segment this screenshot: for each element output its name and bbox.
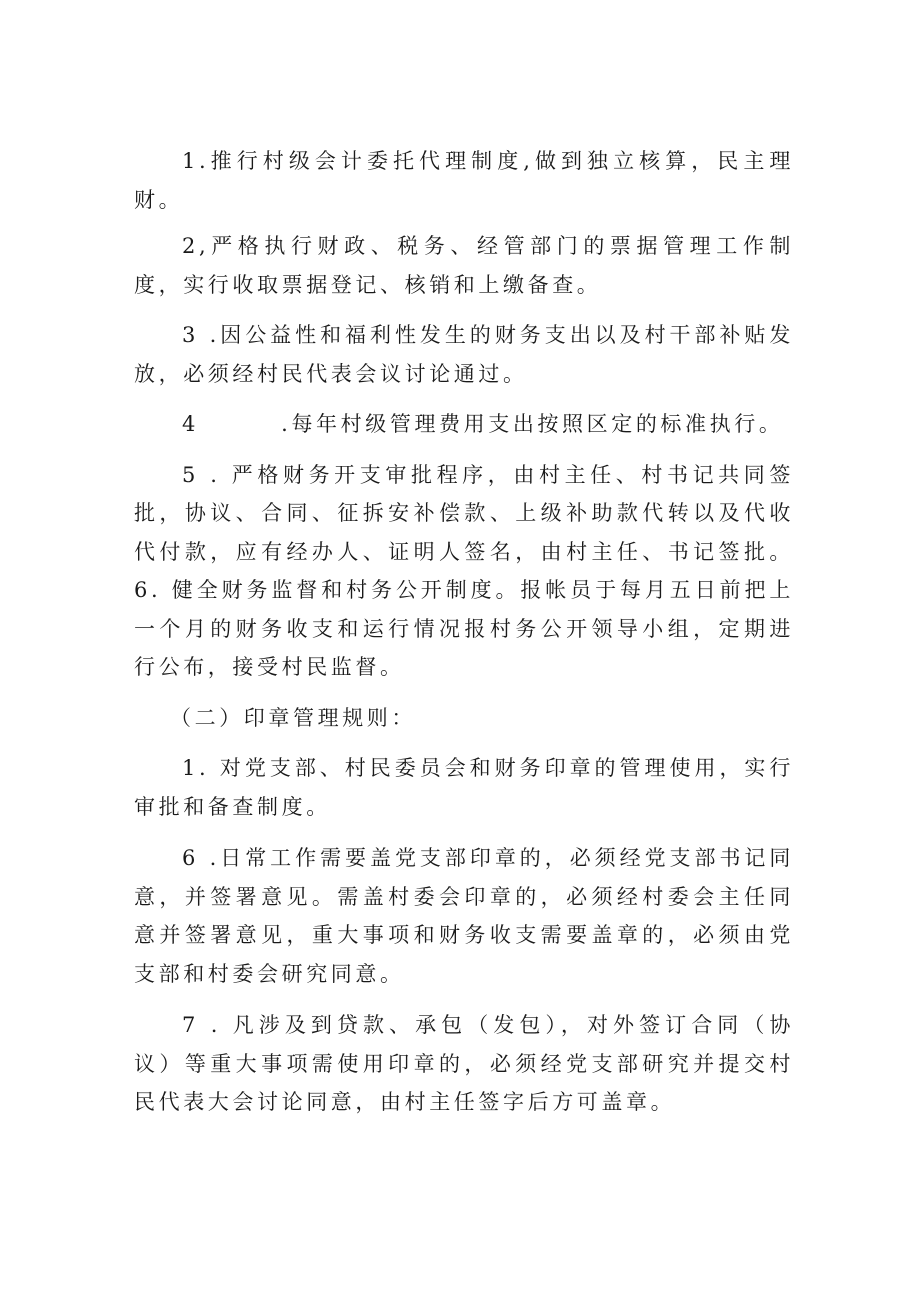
section-heading-seal-rules: （二）印章管理规则：: [170, 705, 416, 730]
paragraph-finance-rule-2: 2,严格执行财政、税务、经管部门的票据管理工作制度，实行收取票据登记、核销和上缴备查。: [134, 234, 794, 297]
paragraph-seal-rule-1: 1. 对党支部、村民委员会和财务印章的管理使用，实行审批和备查制度。: [134, 756, 794, 819]
paragraph-finance-rule-5: 5 . 严格财务开支审批程序，由村主任、村书记共同签批，协议、合同、征拆安补偿款、上级补助款代转以及代收代付款，应有经办人、证明人签名，由村主任、书记签批。6. 健全财务监督和村务公开制度。报帐员于每月五日前把上一个月的财务收支和运行情况报村务公开领导小组，定期进行公布，接受村民监督。: [134, 462, 794, 679]
document-body: [134, 142, 794, 1122]
paragraph-finance-rule-3: 3 .因公益性和福利性发生的财务支出以及村干部补贴发放，必须经村民代表会议讨论通过。: [134, 323, 794, 386]
paragraph-finance-rule-1: 1.推行村级会计委托代理制度,做到独立核算，民主理财。: [134, 149, 794, 212]
paragraph-finance-rule-4: 4 .每年村级管理费用支出按照区定的标准执行。: [182, 412, 784, 436]
paragraph-seal-rule-6: 6 .日常工作需要盖党支部印章的，必须经党支部书记同意，并签署意见。需盖村委会印章的，必须经村委会主任同意并签署意见，重大事项和财务收支需要盖章的，必须由党支部和村委会研究同意。: [134, 846, 794, 986]
paragraph-seal-rule-7: 7 . 凡涉及到贷款、承包（发包），对外签订合同（协议）等重大事项需使用印章的，必须经党支部研究并提交村民代表大会讨论同意，由村主任签字后方可盖章。: [134, 1013, 794, 1114]
